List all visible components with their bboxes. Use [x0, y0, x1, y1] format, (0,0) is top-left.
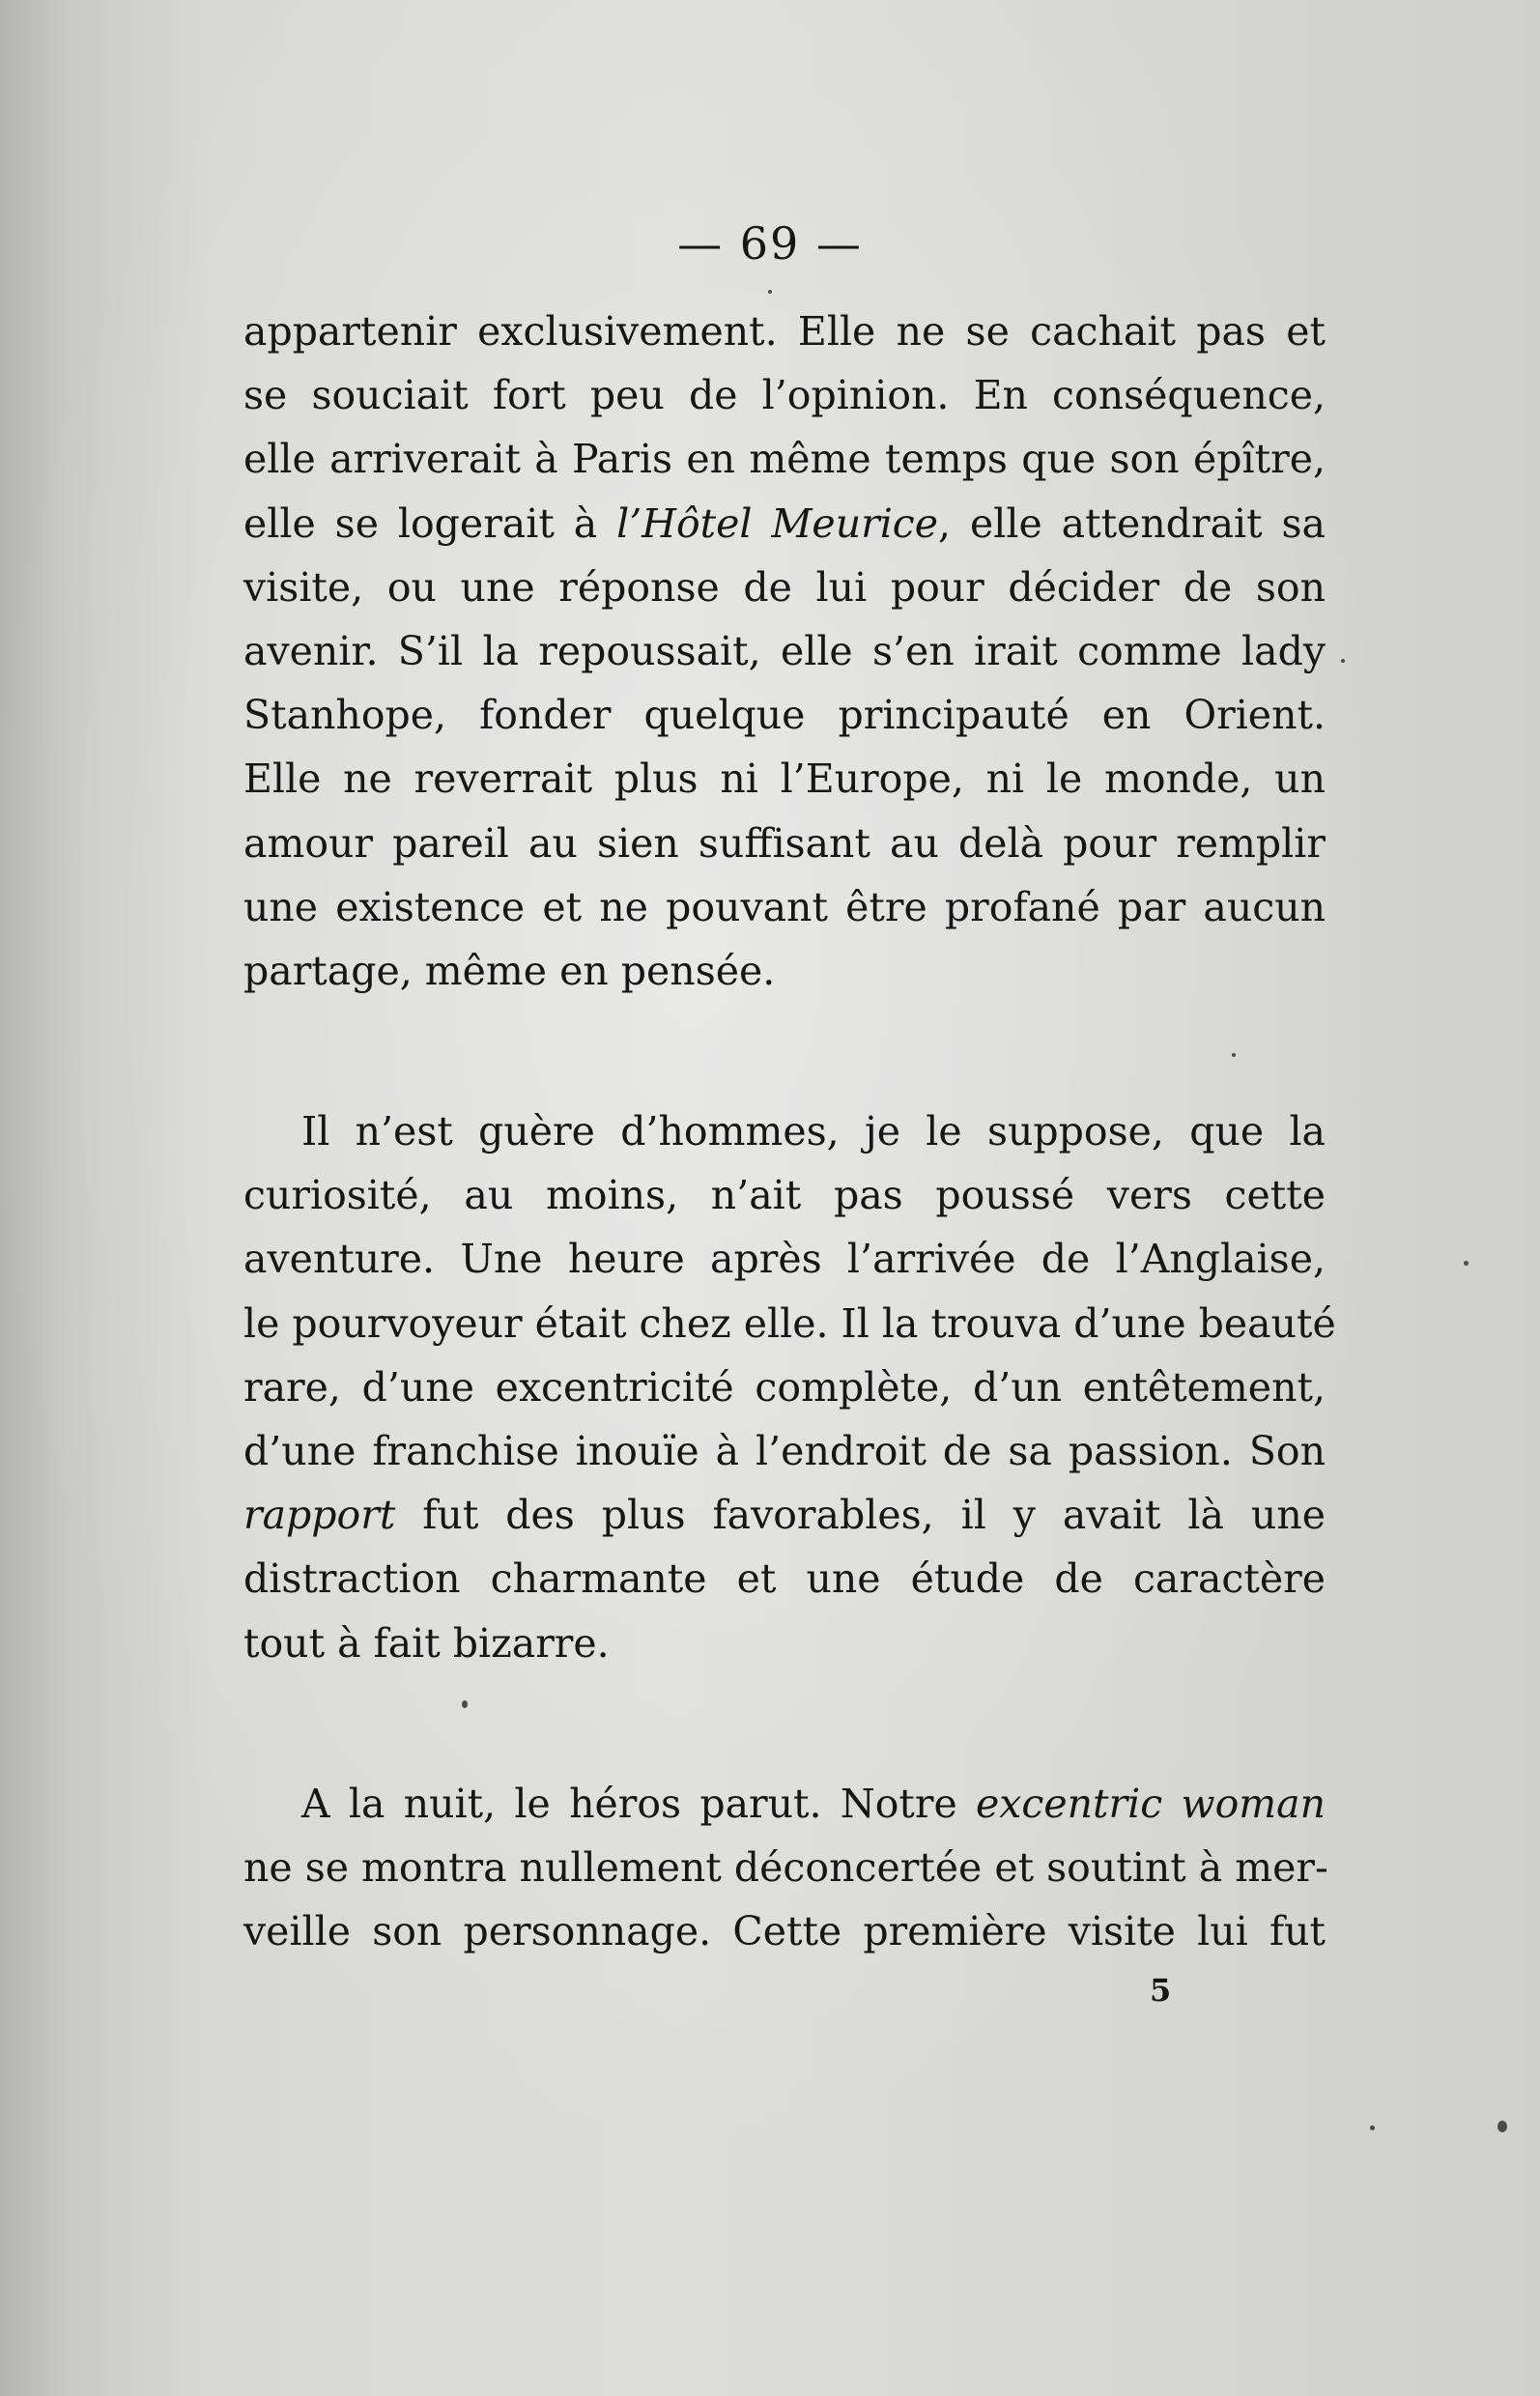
text-segment: rare, d’une excentricité complète, d’un entêtement, — [243, 1363, 1326, 1411]
text-segment: Elle ne reverrait plus ni l’Europe, ni le monde, un — [243, 756, 1326, 803]
paper-speck — [1341, 659, 1345, 663]
text-line — [243, 1419, 1326, 1483]
text-line — [243, 1292, 1336, 1355]
text-line — [243, 812, 1326, 875]
text-line — [243, 1772, 1326, 1836]
paragraph-gap — [243, 1675, 1326, 1772]
page-number: — 69 — — [677, 217, 863, 270]
italic-text: excentric woman — [976, 1780, 1326, 1827]
paper-speck — [768, 290, 772, 294]
text-line — [243, 363, 1326, 427]
text-line — [243, 683, 1326, 747]
paragraph — [243, 300, 1326, 1003]
paper-speck — [1370, 2125, 1375, 2130]
text-segment: Stanhope, fonder quelque principauté en Orient. — [243, 692, 1326, 739]
paper-speck — [1464, 1261, 1469, 1266]
text-segment: veille son personnage. Cette première visite lui fut — [243, 1908, 1326, 1955]
text-line — [243, 619, 1326, 683]
body-text — [243, 300, 1336, 1963]
italic-text: rapport — [243, 1492, 396, 1539]
text-line — [243, 1099, 1326, 1163]
text-line — [243, 1547, 1326, 1611]
text-segment: amour pareil au sien suffisant au delà pour remplir — [243, 819, 1326, 867]
text-segment: visite, ou une réponse de lui pour décider de son — [243, 563, 1326, 611]
text-segment: avenir. S’il la repoussait, elle s’en irait comme lady — [243, 627, 1326, 674]
paper-speck — [1497, 2121, 1507, 2132]
text-segment: appartenir exclusivement. Elle ne se cachait pas et — [243, 308, 1326, 355]
text-line — [243, 939, 1326, 1003]
text-segment: le pourvoyeur était chez elle. Il la trouva d’une beauté — [243, 1299, 1336, 1347]
text-line — [243, 875, 1326, 939]
text-line — [243, 747, 1326, 811]
text-segment: ne se montra nullement déconcertée et soutint à mer- — [243, 1843, 1328, 1891]
text-line — [243, 1355, 1326, 1419]
text-line — [243, 1227, 1326, 1291]
text-line — [243, 1836, 1326, 1899]
text-segment: partage, même en pensée. — [243, 947, 776, 994]
italic-text: l’Hôtel Meurice — [616, 499, 939, 547]
text-segment: A la nuit, le héros parut. Notre — [301, 1780, 977, 1827]
text-line — [243, 492, 1326, 556]
text-line — [243, 1163, 1326, 1227]
text-line — [243, 1612, 1326, 1675]
text-segment: , elle attendrait sa — [938, 499, 1326, 547]
text-line — [243, 300, 1326, 363]
text-segment: aventure. Une heure après l’arrivée de l’Anglaise, — [243, 1236, 1326, 1283]
text-segment: Il n’est guère d’hommes, je le suppose, que la — [301, 1108, 1326, 1155]
text-segment: elle se logerait à — [243, 499, 617, 547]
text-line — [243, 1483, 1326, 1547]
text-segment: d’une franchise inouïe à l’endroit de sa passion. Son — [243, 1428, 1326, 1474]
text-segment: une existence et ne pouvant être profané par aucun — [243, 883, 1326, 930]
text-line — [243, 427, 1326, 491]
text-segment: fut des plus favorables, il y avait là une — [395, 1492, 1326, 1539]
text-segment: elle arriverait à Paris en même temps que son épître, — [243, 436, 1326, 483]
text-line — [243, 556, 1326, 619]
paragraph — [243, 1099, 1336, 1675]
paragraph — [243, 1772, 1326, 1964]
text-segment: tout à fait bizarre. — [243, 1619, 610, 1667]
text-segment: se souciait fort peu de l’opinion. En conséquence, — [243, 372, 1326, 419]
signature-mark: 5 — [1150, 1972, 1172, 2009]
paragraph-gap — [243, 1003, 1326, 1099]
text-line — [243, 1899, 1326, 1963]
text-segment: curiosité, au moins, n’ait pas poussé vers cette — [243, 1172, 1326, 1219]
text-segment: distraction charmante et une étude de caractère — [243, 1555, 1326, 1603]
